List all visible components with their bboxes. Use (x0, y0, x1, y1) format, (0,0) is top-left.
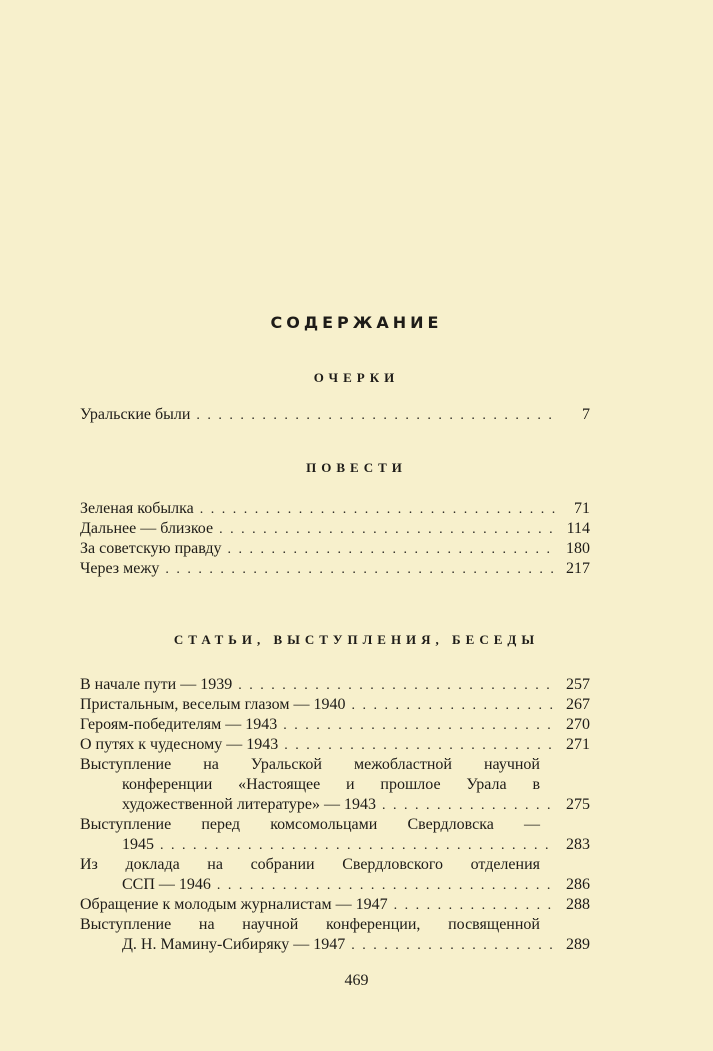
toc-entry-title: Зеленая кобылка (80, 500, 194, 517)
toc-entry-page: 288 (566, 896, 590, 913)
toc-entry-title: Героям-победителям — 1943 (80, 716, 278, 733)
toc-entry[interactable] (80, 539, 590, 559)
toc-leader-dots (213, 520, 556, 540)
toc-leader-dots (278, 736, 556, 756)
toc-entry[interactable] (80, 815, 590, 855)
toc-leader-dots (388, 896, 556, 916)
toc-entry[interactable] (80, 499, 590, 519)
toc-leader-dots (345, 696, 556, 716)
toc-leader-dots (154, 836, 556, 856)
toc-leader-dots (376, 796, 556, 816)
toc-entry-page: 286 (566, 876, 590, 893)
toc-leader-dots (232, 676, 556, 696)
page-number: 469 (344, 972, 369, 989)
toc-entry-title-line: Выступление перед комсомольцами Свердловска — (80, 816, 540, 833)
toc-entry-title: Дальнее — близкое (80, 520, 214, 537)
toc-entry-page: 271 (566, 736, 590, 753)
toc-entry-page: 217 (566, 560, 590, 577)
toc-leader-dots (211, 876, 556, 896)
toc-leader-dots (222, 540, 556, 560)
toc-entry[interactable] (80, 675, 590, 695)
toc-entry-page: 283 (566, 836, 590, 853)
toc-entry[interactable] (80, 735, 590, 755)
toc-entry-page: 71 (574, 500, 590, 517)
contents-heading: СОДЕРЖАНИЕ (270, 313, 443, 332)
toc-entry-page: 114 (566, 520, 590, 537)
toc-entry-title: За советскую правду (80, 540, 222, 557)
toc-list-stati (80, 675, 590, 955)
toc-entry-last-line (80, 875, 590, 895)
toc-entry[interactable] (80, 855, 590, 895)
toc-entry-title: Обращение к молодым журналистам — 1947 (80, 896, 388, 913)
section-title-ocherki: ОЧЕРКИ (313, 370, 400, 385)
toc-entry-page: 270 (566, 716, 590, 733)
toc-entry-title-line: художественной литературе» — 1943 (122, 796, 377, 813)
toc-entry-page: 275 (566, 796, 590, 813)
toc-entry-page: 257 (566, 676, 590, 693)
toc-entry-last-line (80, 795, 590, 815)
toc-entry-page: 7 (582, 406, 590, 423)
toc-entry[interactable] (80, 755, 590, 815)
toc-entry[interactable] (80, 715, 590, 735)
toc-entry-title-line: Д. Н. Мамину-Сибиряку — 1947 (122, 936, 346, 953)
toc-entry-title-line: ССП — 1946 (122, 876, 211, 893)
toc-entry-page: 180 (566, 540, 590, 557)
toc-entry-page: 289 (566, 936, 590, 953)
toc-list-povesti (80, 499, 590, 579)
toc-entry[interactable] (80, 405, 590, 425)
toc-leader-dots (159, 560, 556, 580)
toc-leader-dots (277, 716, 556, 736)
toc-entry-last-line (80, 835, 590, 855)
toc-entry[interactable] (80, 695, 590, 715)
toc-entry-title: В начале пути — 1939 (80, 676, 233, 693)
toc-list-ocherki (80, 405, 590, 425)
toc-entry[interactable] (80, 519, 590, 539)
toc-entry-title-line: Выступление на Уральской межобластной научной (80, 756, 540, 773)
toc-leader-dots (194, 500, 556, 520)
toc-entry[interactable] (80, 895, 590, 915)
toc-entry-title-line: Выступление на научной конференции, посвященной (80, 916, 540, 933)
toc-entry-title-line: конференции «Настоящее и прошлое Урала в (122, 776, 540, 793)
toc-entry-title: О путях к чудесному — 1943 (80, 736, 279, 753)
toc-entry-last-line (80, 935, 590, 955)
toc-entry-title: Через межу (80, 560, 160, 577)
toc-entry-page: 267 (566, 696, 590, 713)
toc-entry[interactable] (80, 915, 590, 955)
toc-leader-dots (190, 406, 556, 426)
toc-leader-dots (345, 936, 556, 956)
toc-entry-title: Пристальным, веселым глазом — 1940 (80, 696, 346, 713)
toc-entry-title: Уральские были (80, 406, 191, 423)
section-title-povesti: ПОВЕСТИ (306, 460, 407, 475)
toc-entry-title-line: Из доклада на собрании Свердловского отделения (80, 856, 540, 873)
toc-entry[interactable] (80, 559, 590, 579)
toc-entry-title-line: 1945 (122, 836, 154, 853)
section-title-stati: СТАТЬИ, ВЫСТУПЛЕНИЯ, БЕСЕДЫ (173, 632, 540, 647)
